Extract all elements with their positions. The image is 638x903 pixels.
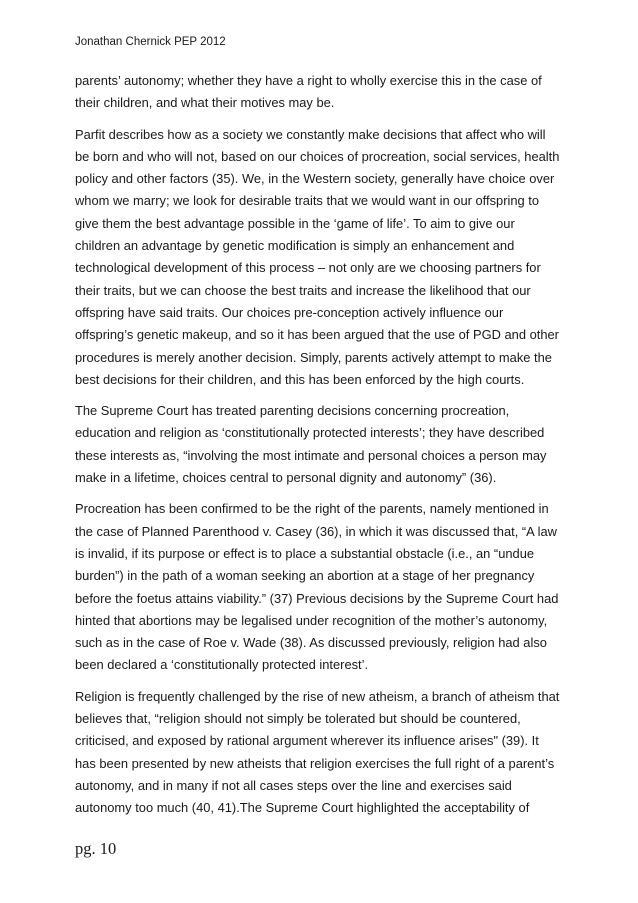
text-line: make in a lifetime, choices central to personal dignity and autonomy” (36). [75,470,497,486]
text-line: burden”) in the path of a woman seeking an abortion at a stage of her pregnancy [75,568,535,584]
text-line: offspring have said traits. Our choices pre-conception actively influence our [75,304,504,320]
text-line: such as in the case of Roe v. Wade (38). As discussed previously, religion had also [75,635,547,651]
text-line: procedures is merely another decision. Simply, parents actively attempt to make the [75,349,552,365]
text-line: best decisions for their children, and this has been enforced by the high courts. [75,371,525,387]
text-line: whom we marry; we look for desirable traits that we would want in our offspring to [75,193,540,209]
text-line: criticised, and exposed by rational argument wherever its influence arises" (39). It [75,733,539,749]
paragraph-4 [75,498,575,676]
page-number: pg. 10 [75,839,117,858]
text-line: Parfit describes how as a society we constantly make decisions that affect who will [75,126,546,142]
text-line: offspring’s genetic makeup, and so it has been argued that the use of PGD and other [75,327,559,343]
paragraph-1 [75,70,575,115]
body-text [75,70,575,829]
running-header: Jonathan Chernick PEP 2012 [75,36,226,48]
text-line: technological development of this process – not only are we choosing partners for [75,260,541,276]
text-line: their traits, but we can choose the best traits and increase the likelihood that our [75,282,531,298]
text-line: has been presented by new atheists that religion exercises the full right of a parent’s [75,755,555,771]
text-line: give them the best advantage possible in the ‘game of life’. To aim to give our [75,215,515,231]
text-line: The Supreme Court has treated parenting decisions concerning procreation, [75,403,510,419]
paragraph-3 [75,400,575,489]
text-line: policy and other factors (35). We, in the Western society, generally have choice over [75,171,555,187]
text-line: been declared a ‘constitutionally protected interest’. [75,657,369,673]
text-line: parents’ autonomy; whether they have a right to wholly exercise this in the case of [75,73,542,88]
text-line: autonomy too much (40, 41).The Supreme Court highlighted the acceptability of [75,800,530,816]
text-line: is invalid, if its purpose or effect is to place a substantial obstacle (i.e., an “undue [75,545,535,561]
text-line: before the foetus attains viability.” (37) Previous decisions by the Supreme Court had [75,590,559,606]
text-line: believes that, “religion should not simply be tolerated but should be countered, [75,711,521,727]
paragraph-5 [75,686,575,820]
text-line: Procreation has been confirmed to be the right of the parents, namely mentioned in [75,501,549,517]
text-line: Religion is frequently challenged by the rise of new atheism, a branch of atheism that [75,688,560,704]
text-line: these interests as, “involving the most intimate and personal choices a person may [75,447,547,463]
text-line: be born and who will not, based on our choices of procreation, social services, health [75,148,560,164]
text-line: hinted that abortions may be legalised under recognition of the mother’s autonomy, [75,612,548,628]
text-line: education and religion as ‘constitutionally protected interests’; they have described [75,425,545,441]
text-line: autonomy, and in many if not all cases steps over the line and exercises said [75,777,512,793]
text-line: their children, and what their motives may be. [75,95,335,111]
text-line: children an advantage by genetic modification is simply an enhancement and [75,238,515,254]
text-line: the case of Planned Parenthood v. Casey (36), in which it was discussed that, “A law [75,523,557,539]
paragraph-2 [75,124,575,392]
